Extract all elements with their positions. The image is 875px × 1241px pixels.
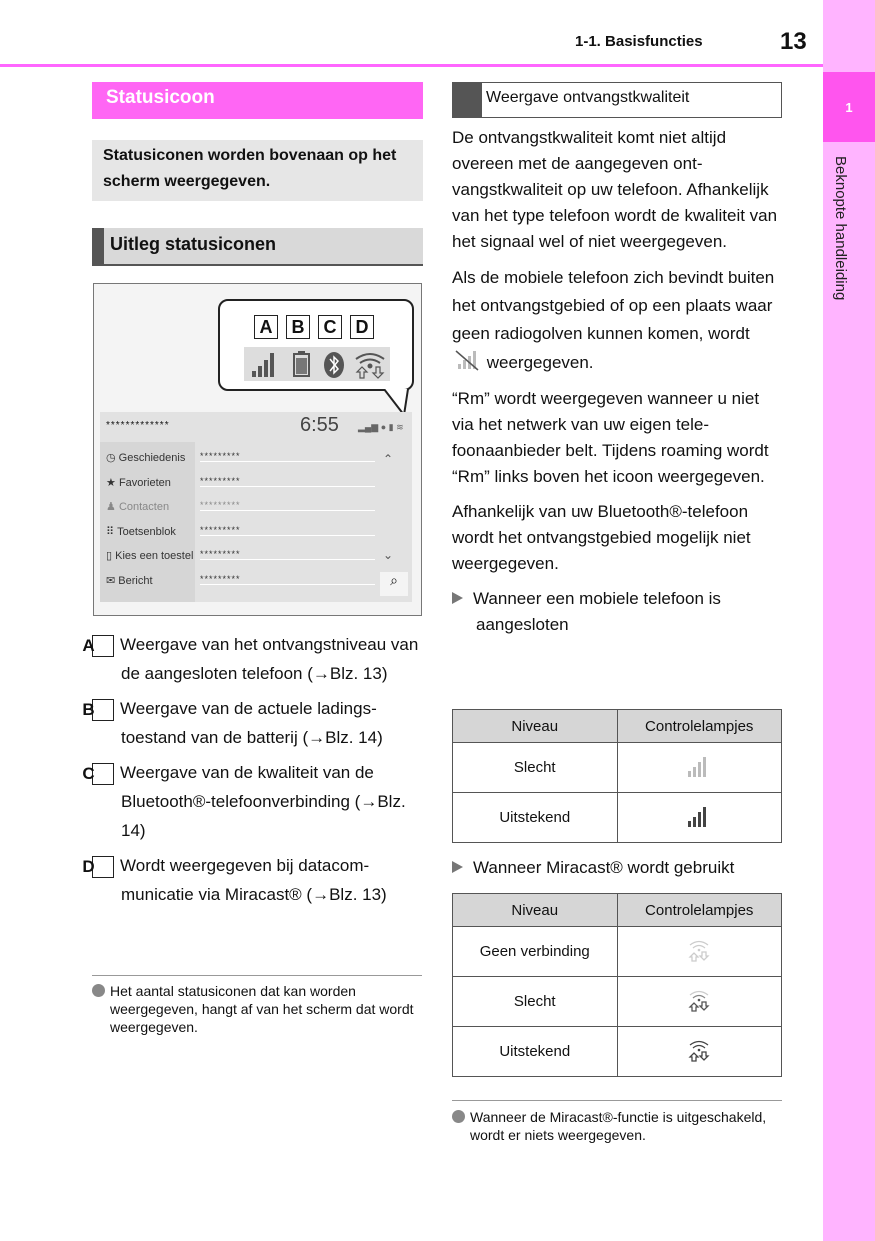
legend-letter: D [92,856,114,878]
icon-legend [82,630,422,915]
menu-value: ********* [200,451,375,462]
no-signal-icon [452,348,482,372]
indicator-cell [617,793,782,843]
signal-weak-icon [686,754,712,778]
mail-icon: ✉ [106,574,116,587]
status-icons-small: ▂▄▆ ● ▮ ≋ [358,422,404,432]
level-cell: Slecht [453,743,618,793]
menu-value: ********* [200,525,375,536]
bullet-item [452,586,782,638]
right-heading: Weergave ontvangstkwaliteit [452,82,782,118]
table-row [453,743,782,793]
menu-item-geschiedenis[interactable] [100,446,412,470]
legend-text: Weergave van het ontvangstniveau van de aangesloten telefoon (→Blz. 13) [120,635,419,683]
legend-letter: B [92,699,114,721]
callout-letters [254,315,382,339]
search-icon[interactable]: ⌕ [380,572,408,596]
status-icons-large [244,347,390,381]
legend-text: Weergave van de kwaliteit van de Bluetooth®-telefoonverbinding (→Blz. 14) [120,763,406,840]
column-header: Controlelampjes [617,894,782,927]
menu-label-text: Bericht [118,574,153,587]
menu-label [106,525,176,538]
scroll-up-icon[interactable]: ⌃ [383,452,394,466]
screen-title: ************* [106,420,170,431]
letter-a: A [254,315,278,339]
menu-label [106,476,171,489]
paragraph: De ontvangstkwaliteit komt niet altijd overeen met de aangegeven ontvangstkwaliteit op uw telefoon. Afhankelijk van het type telefoon wordt de kwaliteit van het signaal wel of niet weergegeven. [452,128,778,251]
menu-label-text: Favorieten [118,476,171,489]
menu-label [106,549,193,562]
menu-value: ********* [200,574,375,585]
table-row [453,1027,782,1077]
letter-b: B [286,315,310,339]
person-icon: ♟ [106,501,116,513]
chapter-tab[interactable]: 1 [823,72,875,142]
legend-text: Wordt weergegeven bij datacommunicatie via Miracast® (→Blz. 13) [120,856,387,904]
paragraph: Afhankelijk van uw Bluetooth®-telefoon wordt het ontvangstgebied mogelijk niet weergegeven. [452,502,751,573]
table-row [453,977,782,1027]
menu-label-text: Contacten [118,501,170,513]
level-cell: Slecht [453,977,618,1027]
page-number: 13 [780,28,807,55]
note-divider [452,1100,782,1101]
bullet-text: Wanneer een mobiele telefoon is aangesloten [473,589,721,634]
battery-icon [294,351,309,376]
column-header: Controlelampjes [617,710,782,743]
menu-label [106,451,185,464]
bluetooth-icon [324,352,344,378]
chapter-label: Beknopte handleiding [832,156,849,301]
menu-value: ********* [200,549,375,560]
right-note [452,1108,782,1144]
miracast-glyph [686,937,712,963]
level-cell: Geen verbinding [453,927,618,977]
paragraph-text: Als de mobiele telefoon zich bevindt buiten het ontvangstgebied of op een plaats waar geen radiogolven kunnen komen, wordt [452,268,775,343]
table-row [453,927,782,977]
legend-item [82,758,422,845]
menu-item-toetsenblok[interactable] [100,520,412,544]
legend-letter: C [92,763,114,785]
column-header: Niveau [453,710,618,743]
menu-label-text: Geschiedenis [118,452,186,464]
legend-letter: A [92,635,114,657]
right-body [452,125,782,647]
icon-callout [218,299,414,391]
section-title: 1-1. Basisfuncties [575,33,703,50]
subheading: Uitleg statusiconen [92,228,423,266]
legend-item [82,851,422,909]
menu-item-kies-een-toestel[interactable] [100,544,412,568]
paragraph: “Rm” wordt weergegeven wanneer u niet via het netwerk van uw eigen telefoonaanbieder belt. Tijdens roaming wordt “Rm” links boven het icoon weergegeven. [452,389,769,486]
menu-item-favorieten[interactable] [100,471,412,495]
phone-icon: ▯ [106,550,113,562]
note-text: Het aantal statusiconen dat kan worden weergegeven, hangt af van het scherm dat wordt weergegeven. [110,983,414,1035]
legend-item [82,630,422,688]
menu-value: ********* [200,500,375,511]
legend-item [82,694,422,752]
letter-c: C [318,315,342,339]
note-divider [92,975,422,976]
triangle-bullet-icon [452,861,463,873]
phone-screen [100,412,412,602]
chapter-sidebar [823,0,875,1241]
section-heading: Statusicoon [92,82,423,119]
miracast-glyph [686,1037,712,1063]
indicator-cell [617,743,782,793]
column-header: Niveau [453,894,618,927]
miracast-none-icon [617,927,782,977]
level-cell: Uitstekend [453,793,618,843]
status-icon-figure [93,283,422,616]
left-note [92,982,422,1036]
bullet-text: Wanneer Miracast® wordt gebruikt [473,858,735,877]
paragraph [452,264,782,377]
letter-d: D [350,315,374,339]
clock-icon: ◷ [106,452,116,464]
menu-label-text: Kies een toestel [115,550,194,562]
menu-item-bericht[interactable] [100,569,412,593]
triangle-bullet-icon [452,592,463,604]
miracast-table [452,893,782,1077]
level-cell: Uitstekend [453,1027,618,1077]
keypad-icon: ⠿ [106,525,115,538]
star-icon: ★ [106,476,116,489]
header-divider [0,64,823,67]
legend-text: Weergave van de actuele ladingstoestand van de batterij (→Blz. 14) [120,699,383,747]
scroll-down-icon[interactable]: ⌄ [383,548,394,562]
menu-label-text: Toetsenblok [117,525,176,538]
miracast-strong-icon [617,1027,782,1077]
bullet-item [452,855,734,881]
menu-label [106,500,169,513]
intro-box: Statusiconen worden bovenaan op het scherm weergegeven. [92,140,423,201]
phone-signal-table [452,709,782,843]
bullet-dot-icon [92,984,105,997]
miracast-glyph [686,987,712,1013]
miracast-weak-icon [617,977,782,1027]
note-text: Wanneer de Miracast®-functie is uitgeschakeld, wordt er niets weergegeven. [470,1109,767,1143]
menu-item-contacten[interactable] [100,495,412,519]
signal-strong-icon [686,804,712,828]
bullet-dot-icon [452,1110,465,1123]
table-row [453,793,782,843]
paragraph-text: weergegeven. [486,353,594,372]
menu-value: ********* [200,476,375,487]
clock: 6:55 [300,414,339,436]
menu-label [106,574,153,587]
